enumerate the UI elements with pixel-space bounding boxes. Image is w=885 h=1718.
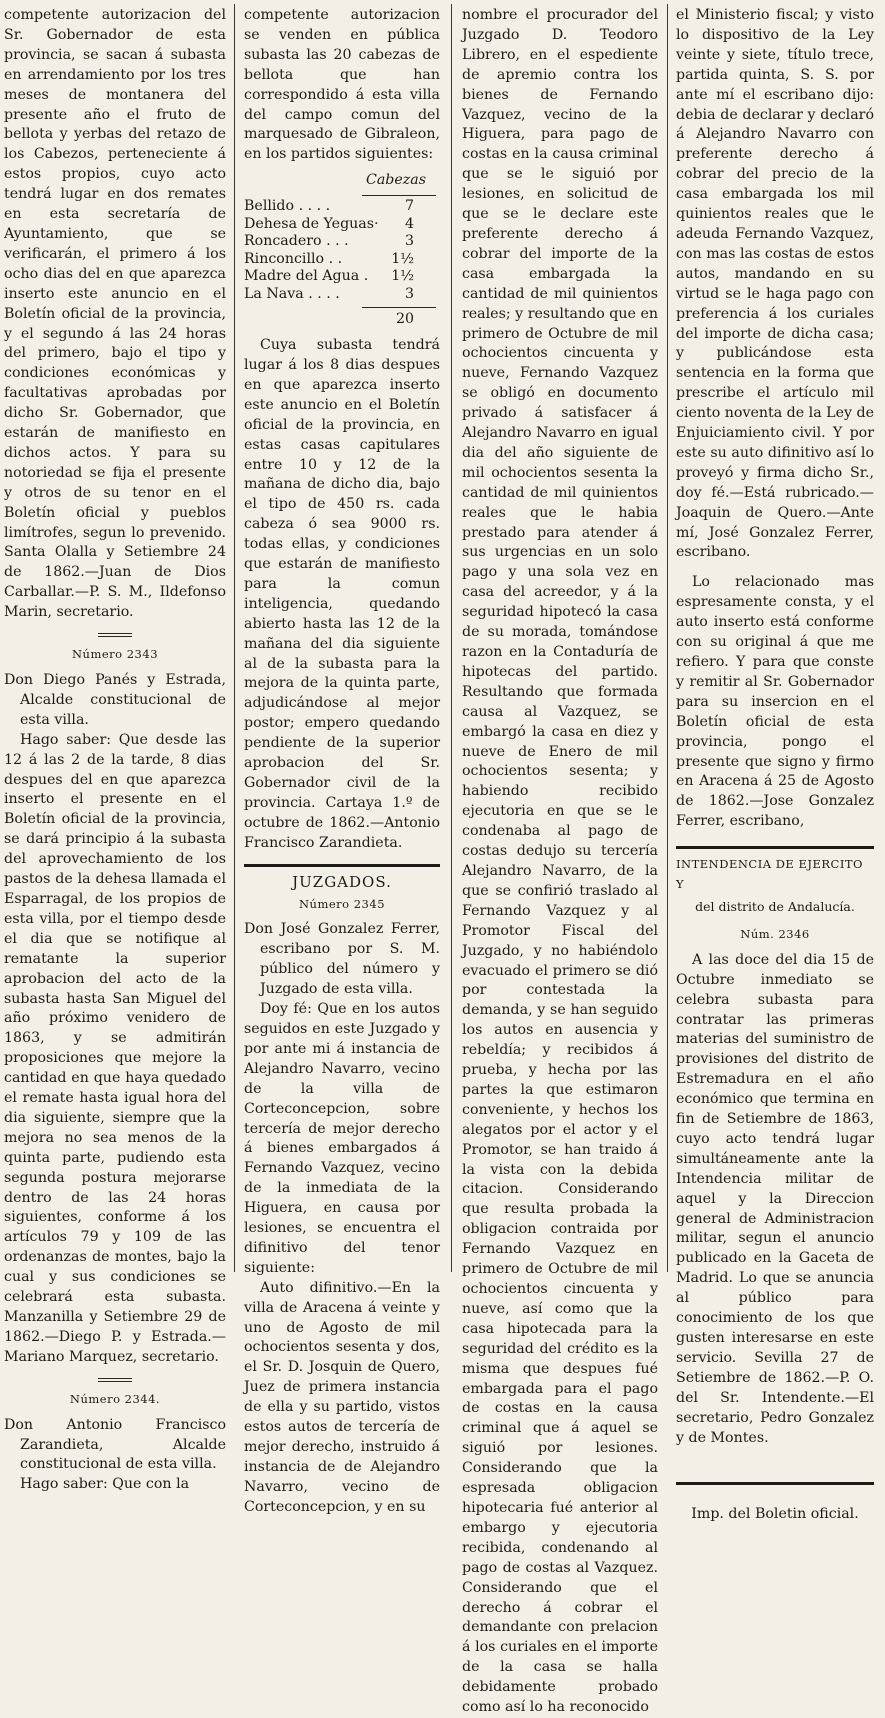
row-name: Rinconcillo . . xyxy=(244,250,343,267)
section-title-juzgados: JUZGADOS. xyxy=(292,872,392,891)
table-header-cabezas: Cabezas xyxy=(365,172,426,189)
auto-difinitivo-text: Auto difinitivo.—En la villa de Aracena á veinte y uno de Agosto de mil ochocientos sesenta y dos, el Sr. D. Josquin de Quero, Juez de primera instancia de ella y su partido, vistos estos autos de tercería de mejor derecho, instruido á instancia de de Alejandro Navarro, vecino de Corteconcepcion, y en su xyxy=(244,1279,440,1515)
total-rule xyxy=(362,307,436,308)
column-4 xyxy=(676,6,874,1523)
table-row xyxy=(244,233,440,251)
section-rule xyxy=(244,864,440,867)
column-1 xyxy=(4,6,226,1493)
notice-number-2343: Número 2343 xyxy=(71,647,159,662)
row-value: 7 xyxy=(404,198,414,215)
row-name: Dehesa de Yeguas· xyxy=(244,215,379,232)
notice-2346-text: A las doce del dia 15 de Octubre inmediato se celebra subasta para contratar las primeras materias del suministro de provisiones del distrito de Estremadura en el año económico que termina en fin de Setiembre de 1863, cuyo acto tendrá lugar simultáneamente ante la Intendencia militar de aquel y la Direccion general de Administracion militar, segun el anuncio publicado en la Gaceta de Madrid. Lo que se anuncia al público para conocimiento de los que gusten interesarse en este servicio. Sevilla 27 de Setiembre de 1862.—P. O. del Sr. Intendente.—El secretario, Pedro Gonzalez y de Montes. xyxy=(676,951,874,1446)
footer-rule xyxy=(676,1482,874,1485)
cabezas-table xyxy=(244,198,440,303)
table-row xyxy=(244,286,440,304)
notice-cartaya-text: Cuya subasta tendrá lugar á los 8 dias despues en que aparezca inserto este anuncio en el Boletín oficial de la provincia, en estas casas capitulares entre 10 y 12 de la mañana de dicho dia, bajo el tipo de 450 rs. cada cabeza ó sea 9000 rs. todas ellas, y condiciones que estarán de manifiesto para la comun inteligencia, quedando abierto hasta las 12 de la mañana del dia siguiente al de la subasta para la mejora de la quinta parte, adjudicándose al mejor postor; empero quedando pendiente de la superior aprobacion del Sr. Gobernador civil de la provincia. Cartaya 1.º de octubre de 1862.—Antonio Francisco Zarandieta. xyxy=(244,337,440,851)
row-name: La Nava . . . . xyxy=(244,285,340,302)
notice-2343-heading: Don Diego Panés y Estrada, Alcalde constitucional de esta villa. xyxy=(4,672,226,728)
separator xyxy=(98,633,132,637)
table-row xyxy=(244,268,440,286)
notice-2343-text: Hago saber: Que desde las 12 á las 2 de la tarde, 8 dias despues del en que aparezca inserto el presente en el Boletín oficial de la provincia, se dará principio á la subasta del aprovechamiento de los pastos de la dehesa llamada el Esparragal, de los propios de esta villa, por el tiempo desde el dia que se notifique al rematante la superior aprobacion del acto de la subasta hasta San Miguel del año próximo venidero de 1863, y se admitirán proposiciones que mejore la cantidad en que haya quedado el remate hasta igual hora del dia siguiente, siempre que la mejora no sea menos de la quinta parte, pudiendo esta segunda postura mejorarse dentro de las 24 horas siguientes, conforme á los artículos 79 y 109 de las ordenanzas de montes, bajo la cual y sus condiciones se celebrará esta subasta. Manzanilla y Setiembre 29 de 1862.—Diego P. y Estrada.—Mariano Marquez, secretario. xyxy=(4,731,226,1365)
auto-difinitivo-continued: nombre el procurador del Juzgado D. Teodoro Librero, en el espediente de apremio contra los bienes de Fernando Vazquez, vecino de la Higuera, para pago de costas en la causa criminal que se le siguió por lesiones, en solicitud de que se le declare este preferente derecho á cobrar del importe de la casa embargada la cantidad de mil quinientos reales; y resultando que en primero de Octubre de mil ochocientos cincuenta y nueve, Fernando Vazquez se obligó en documento privado á satisfacer á Alejandro Navarro en igual dia del año siguiente de mil ochocientos sesenta la cantidad de mil quinientos reales que le habia prestado para atender á sus urgencias en un solo pago y una sola vez en casa del acreedor, y á la seguridad hipotecó la casa de su morada, tomándose razon en la Contaduría de hipotecas del partido. Resultando que formada causa al Vazquez, se embargó la casa en diez y nueve de Enero de mil ochocientos sesenta; y habiendo recibido ejecutoria en que se le condenaba al pago de costas dedujo su tercería Alejandro Navarro, de la que se confirió traslado al Fernando Vazquez y al Promotor Fiscal del Juzgado, y no habiéndolo evacuado el primero se dió por contestada la demanda, y se han seguido los autos en ausencia y rebeldía; y recibidos á prueba, y hecha por las partes la que estimaron conveniente, y hechos los alegatos por el actor y el Promotor, se han traido á la vista con la debida citacion. Considerando que resulta probada la obligacion contraida por Fernando Vazquez en primero de Octubre de mil ochocientos cincuenta y nueve, así como que la casa hipotecada para la seguridad del crédito es la misma que despues fué embargada para el pago de costas en la causa criminal que á aquel se siguió por lesiones. Considerando que la espresada obligacion hipotecaria fué anterior al embargo y ejecutoria recibida, condenando al pago de costas al Vazquez. Considerando que el derecho á cobrar el demandante con prelacion á los curiales en el importe de la casa se halla debidamente probado como así lo ha reconocido xyxy=(462,7,658,1716)
column-rule-1 xyxy=(234,4,235,1272)
table-rule xyxy=(362,195,436,196)
column-rule-2 xyxy=(451,4,452,1272)
separator xyxy=(98,1378,132,1382)
row-value: 3 xyxy=(404,233,414,250)
table-row xyxy=(244,198,440,216)
table-row xyxy=(244,216,440,234)
notice-number-2344: Número 2344. xyxy=(69,1391,161,1406)
section-title-intendencia: INTENDENCIA DE EJERCITO Y xyxy=(676,857,863,892)
notice-2344-continued: competente autorizacion se venden en pública subasta las 20 cabezas de bellota que han correspondido á esta villa del campo comun del marquesado de Gibraleon, en los partidos siguientes: xyxy=(244,7,440,163)
row-value: 3 xyxy=(404,285,414,302)
column-rule-3 xyxy=(667,4,668,1272)
notice-number-2346: Núm. 2346 xyxy=(740,926,810,941)
row-value: 1½ xyxy=(391,250,414,267)
row-name: Roncadero . . . xyxy=(244,233,349,250)
notice-2344-heading: Don Antonio Francisco Zarandieta, Alcalde constitucional de esta villa. xyxy=(4,1416,226,1473)
notice-2345-text: Doy fé: Que en los autos seguidos en este Juzgado y por ante mi á instancia de Alejandro Navarro, vecino de la villa de Corteconcepcion, sobre tercería de mejor derecho á bienes embargados á Fernando Vazquez, vecino de la inmediata de la Higuera, en causa por lesiones, se encuentra el difinitivo del tenor siguiente: xyxy=(244,1001,440,1276)
table-row xyxy=(244,251,440,269)
section-rule xyxy=(676,846,874,849)
column-2 xyxy=(244,6,440,1515)
row-name: Madre del Agua . xyxy=(244,268,369,285)
column-3 xyxy=(462,6,658,1716)
row-name: Bellido . . . . xyxy=(244,198,331,215)
auto-difinitivo-conclusion: el Ministerio fiscal; y visto lo dispositivo de la Ley veinte y siete, título trece, partida quinta, S. S. por ante mí el escribano dijo: debia de declarar y declaró á Alejandro Navarro con preferente derecho á cobrar del precio de la casa embargada los mil quinientos reales que le adeuda Fernando Vazquez, con mas las costas de estos autos, mandando en su virtud se le haga pago con preferencia á los curiales del importe de dicha casa; y publicándose esta sentencia en la forma que prescribe el artículo mil ciento noventa de la Ley de Enjuiciamiento civil. Y por este su auto difinitivo así lo proveyó y firma dicho Sr., doy fé.—Está rubricado.—Joaquin de Quero.—Ante mí, José Gonzalez Ferrer, escribano. xyxy=(676,7,874,561)
imprint: Imp. del Boletin oficial. xyxy=(691,1506,859,1523)
section-subtitle: del distrito de Andalucía. xyxy=(695,898,855,914)
notice-number-2345: Número 2345 xyxy=(298,896,386,911)
notice-santa-olalla-text: competente autorizacion del Sr. Gobernador de esta provincia, se sacan á subasta en arrendamiento por los tres meses de montanera del presente año el fruto de bellota y yerbas del retazo de los Cabezos, perteneciente á estos propios, cuyo acto tendrá lugar en dos remates en esta secretaría de Ayuntamiento, que se verificarán, el primero á los ocho dias del en que aparezca inserto este anuncio en el Boletín oficial de la provincia, y el segundo á las 24 horas del primero, bajo el tipo y condiciones económicas y facultativas aprobadas por dicho Sr. Gobernador, que estarán de manifiesto en dichos actos. Y para su notoriedad se fija el presente y otros de su tenor en el Boletín oficial y pueblos limítrofes, segun lo prevenido. Santa Olalla y Setiembre 24 de 1862.—Juan de Dios Carballar.—P. S. M., Ildefonso Marin, secretario. xyxy=(4,7,226,621)
table-total: 20 xyxy=(395,311,414,328)
row-value: 1½ xyxy=(391,268,414,285)
certification-text: Lo relacionado mas espresamente consta, y el auto inserto está conforme con su original á que me refiero. Y para que conste y remitir al Sr. Gobernador para su insercion en el Boletín oficial de esta provincia, pongo el presente que signo y firmo en Aracena á 25 de Agosto de 1862.—Jose Gonzalez Ferrer, escribano, xyxy=(676,574,874,830)
notice-2344-text: Hago saber: Que con la xyxy=(20,1476,190,1493)
notice-2345-heading: Don José Gonzalez Ferrer, escribano por S. M. público del número y Juzgado de esta villa. xyxy=(244,921,440,998)
row-value: 4 xyxy=(404,215,414,232)
